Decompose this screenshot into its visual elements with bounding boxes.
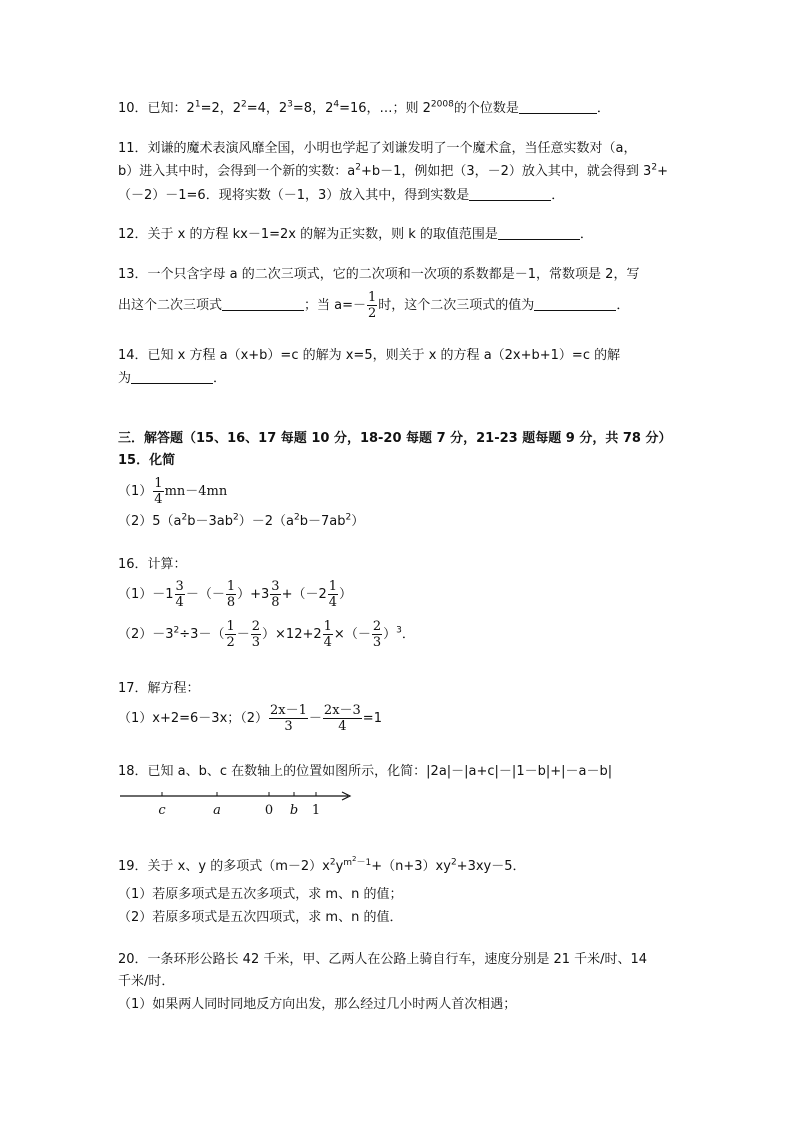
q12-text: 12．关于 x 的方程 kx－1=2x 的解为正实数，则 k 的取值范围是 [118, 227, 498, 242]
q19-exp-m: m [343, 857, 353, 868]
answer-blank[interactable] [519, 99, 597, 114]
question-20-part1: （1）如果两人同时同地反方向出发，那么经过几小时两人首次相遇； [118, 997, 517, 1012]
question-14-line2 [118, 369, 226, 388]
q10-exp: 2 [241, 99, 247, 110]
q13-text: 出这个二次三项式 [118, 298, 223, 313]
question-11-line2 [118, 163, 668, 181]
question-19 [118, 855, 526, 879]
question-19-part2: （2）若原多项式是五次四项式，求 m、n 的值． [118, 910, 403, 925]
q15-exp: 2 [345, 512, 352, 523]
question-11-line3 [118, 186, 564, 205]
q16-exp: 2 [173, 625, 180, 636]
q14-end: ． [213, 371, 227, 386]
q10-exp: 2008 [430, 99, 454, 110]
q15-text: mn－4mn [164, 484, 228, 499]
q19-exp-sq: 2 [352, 854, 357, 863]
q15-text: b－3ab [187, 514, 233, 529]
q16-text: ）×12+2 [262, 627, 322, 642]
question-15-part2 [118, 513, 364, 531]
q19-text: 19．关于 x、y 的多项式（m－2）x [118, 859, 330, 874]
fraction: $\frac{2x-3}{4}$ [323, 703, 361, 734]
q10-text: =8，2 [292, 101, 334, 116]
q15-text: b－7ab [299, 514, 346, 529]
q14-text: 为 [118, 371, 132, 386]
q15-text: （1） [118, 484, 153, 499]
axis-label-b: b [289, 803, 299, 818]
answer-blank[interactable] [498, 225, 580, 240]
q10-text: =2，2 [200, 101, 241, 116]
q15-text: ）－2（a [238, 514, 294, 529]
fraction: $\frac{3}{8}$ [271, 579, 280, 610]
q10-exp: 4 [333, 99, 340, 110]
fraction: $\frac{1}{4}$ [328, 579, 338, 610]
q12-end: ． [579, 227, 593, 242]
q19-text: +（n+3）xy [371, 859, 451, 874]
fraction: $\frac{3}{4}$ [175, 579, 184, 610]
q16-text: ． [401, 627, 415, 642]
q17-text: =1 [362, 711, 382, 726]
q16-text: ） [339, 587, 353, 602]
q19-exp-rest: －1 [356, 857, 372, 868]
question-17-title: 17．解方程： [118, 681, 200, 696]
q11-text: （－2）－1=6．现将实数（－1，3）放入其中，得到实数是 [118, 188, 470, 203]
q11-end: ． [551, 188, 565, 203]
answer-blank[interactable] [469, 186, 551, 201]
question-15-title: 15．化简 [118, 453, 176, 468]
question-14-line1: 14．已知 x 方程 a（x+b）=c 的解为 x=5，则关于 x 的方程 a（2x+b+1）=c 的解 [118, 348, 621, 363]
question-18: 18．已知 a、b、c 在数轴上的位置如图所示，化简：|2a|－|a+c|－|1－b|+|－a－b| [118, 764, 613, 779]
q15-exp: 2 [233, 512, 239, 523]
q17-text: （1）x+2=6－3x；（2） [118, 711, 269, 726]
q10-text: =16，…；则 2 [339, 101, 431, 116]
question-15-part1 [118, 477, 227, 507]
fraction: $\frac{1}{8}$ [226, 579, 236, 610]
question-11-line1: 11．刘谦的魔术表演风靡全国，小明也学起了刘谦发明了一个魔术盒，当任意实数对（a， [118, 141, 637, 156]
q16-text: ）+3 [237, 587, 270, 602]
q15-exp: 2 [181, 512, 188, 523]
q16-text: －（－ [185, 587, 225, 602]
question-20-line2: 千米/时． [118, 974, 175, 989]
q16-text: +（－2 [281, 587, 327, 602]
fraction: $\frac{1}{2}$ [226, 619, 235, 650]
q19-exp: 2 [450, 857, 457, 868]
answer-blank[interactable] [222, 296, 304, 311]
q10-text: 10．已知：2 [118, 101, 195, 116]
q10-end: ． [596, 101, 610, 116]
question-13-line2 [118, 289, 629, 323]
q11-text: b）进入其中时，会得到一个新的实数：a [118, 164, 356, 179]
question-17-parts [118, 702, 382, 736]
question-12 [118, 225, 593, 244]
question-16-part2 [118, 618, 415, 652]
number-line-figure [118, 788, 354, 824]
q19-exp: 2 [329, 857, 336, 868]
q19-exp [343, 854, 372, 868]
question-19-part1: （1）若原多项式是五次多项式，求 m、n 的值； [118, 887, 403, 902]
q16-text: － [236, 627, 250, 642]
question-16-title: 16．计算： [118, 557, 187, 572]
q10-exp: 1 [194, 99, 201, 110]
q15-exp: 2 [293, 512, 300, 523]
answer-blank[interactable] [131, 369, 213, 384]
q16-text: （2）－3 [118, 627, 174, 642]
fraction: $\frac{1}{4}$ [154, 476, 163, 507]
axis-label-1: 1 [311, 803, 321, 818]
q16-text: （1）－1 [118, 587, 174, 602]
q16-text: ÷3－（ [179, 627, 225, 642]
question-16-part1 [118, 578, 352, 612]
q13-end: ． [616, 298, 630, 313]
question-20-line1: 20．一条环形公路长 42 千米，甲、乙两人在公路上骑自行车，速度分别是 21 千米/时、14 [118, 952, 648, 967]
q17-text: － [308, 711, 322, 726]
q13-text: 时，这个二次三项式的值为 [378, 298, 535, 313]
fraction: $\frac{2}{3}$ [251, 619, 261, 650]
q16-text: ×（－ [333, 627, 371, 642]
q11-exp: 2 [355, 162, 361, 173]
q15-text: （2）5（a [118, 514, 182, 529]
q10-text: 的个位数是 [453, 101, 519, 116]
fraction: $\frac{2x-1}{3}$ [270, 703, 307, 734]
q11-exp: 2 [651, 162, 658, 173]
answer-blank[interactable] [534, 296, 616, 311]
axis-label-0: 0 [264, 803, 274, 818]
fraction: $\frac{1}{2}$ [368, 290, 377, 321]
q10-text: =4，2 [246, 101, 288, 116]
question-13-line1: 13．一个只含字母 a 的二次三项式，它的二次项和一次项的系数都是－1，常数项是 2，写 [118, 267, 640, 282]
fraction: $\frac{1}{4}$ [323, 619, 332, 650]
q13-text: ；当 a=－ [304, 298, 367, 313]
q11-text: + [657, 164, 668, 179]
q16-exp: 3 [396, 625, 402, 636]
q19-text: +3xy－5． [456, 859, 526, 874]
q19-text: y [335, 859, 344, 874]
axis-label-c: c [158, 803, 166, 818]
section-title: 三．解答题（15、16、17 每题 10 分，18-20 每题 7 分，21-23 题每题 9 分，共 78 分） [118, 431, 672, 446]
fraction: $\frac{2}{3}$ [372, 619, 382, 650]
q11-text: +b－1，例如把（3，－2）放入其中，就会得到 3 [360, 164, 652, 179]
q10-exp: 3 [287, 99, 293, 110]
question-10 [118, 99, 610, 118]
q16-text: ） [383, 627, 397, 642]
q15-text: ） [351, 514, 365, 529]
axis-label-a: a [213, 803, 221, 818]
